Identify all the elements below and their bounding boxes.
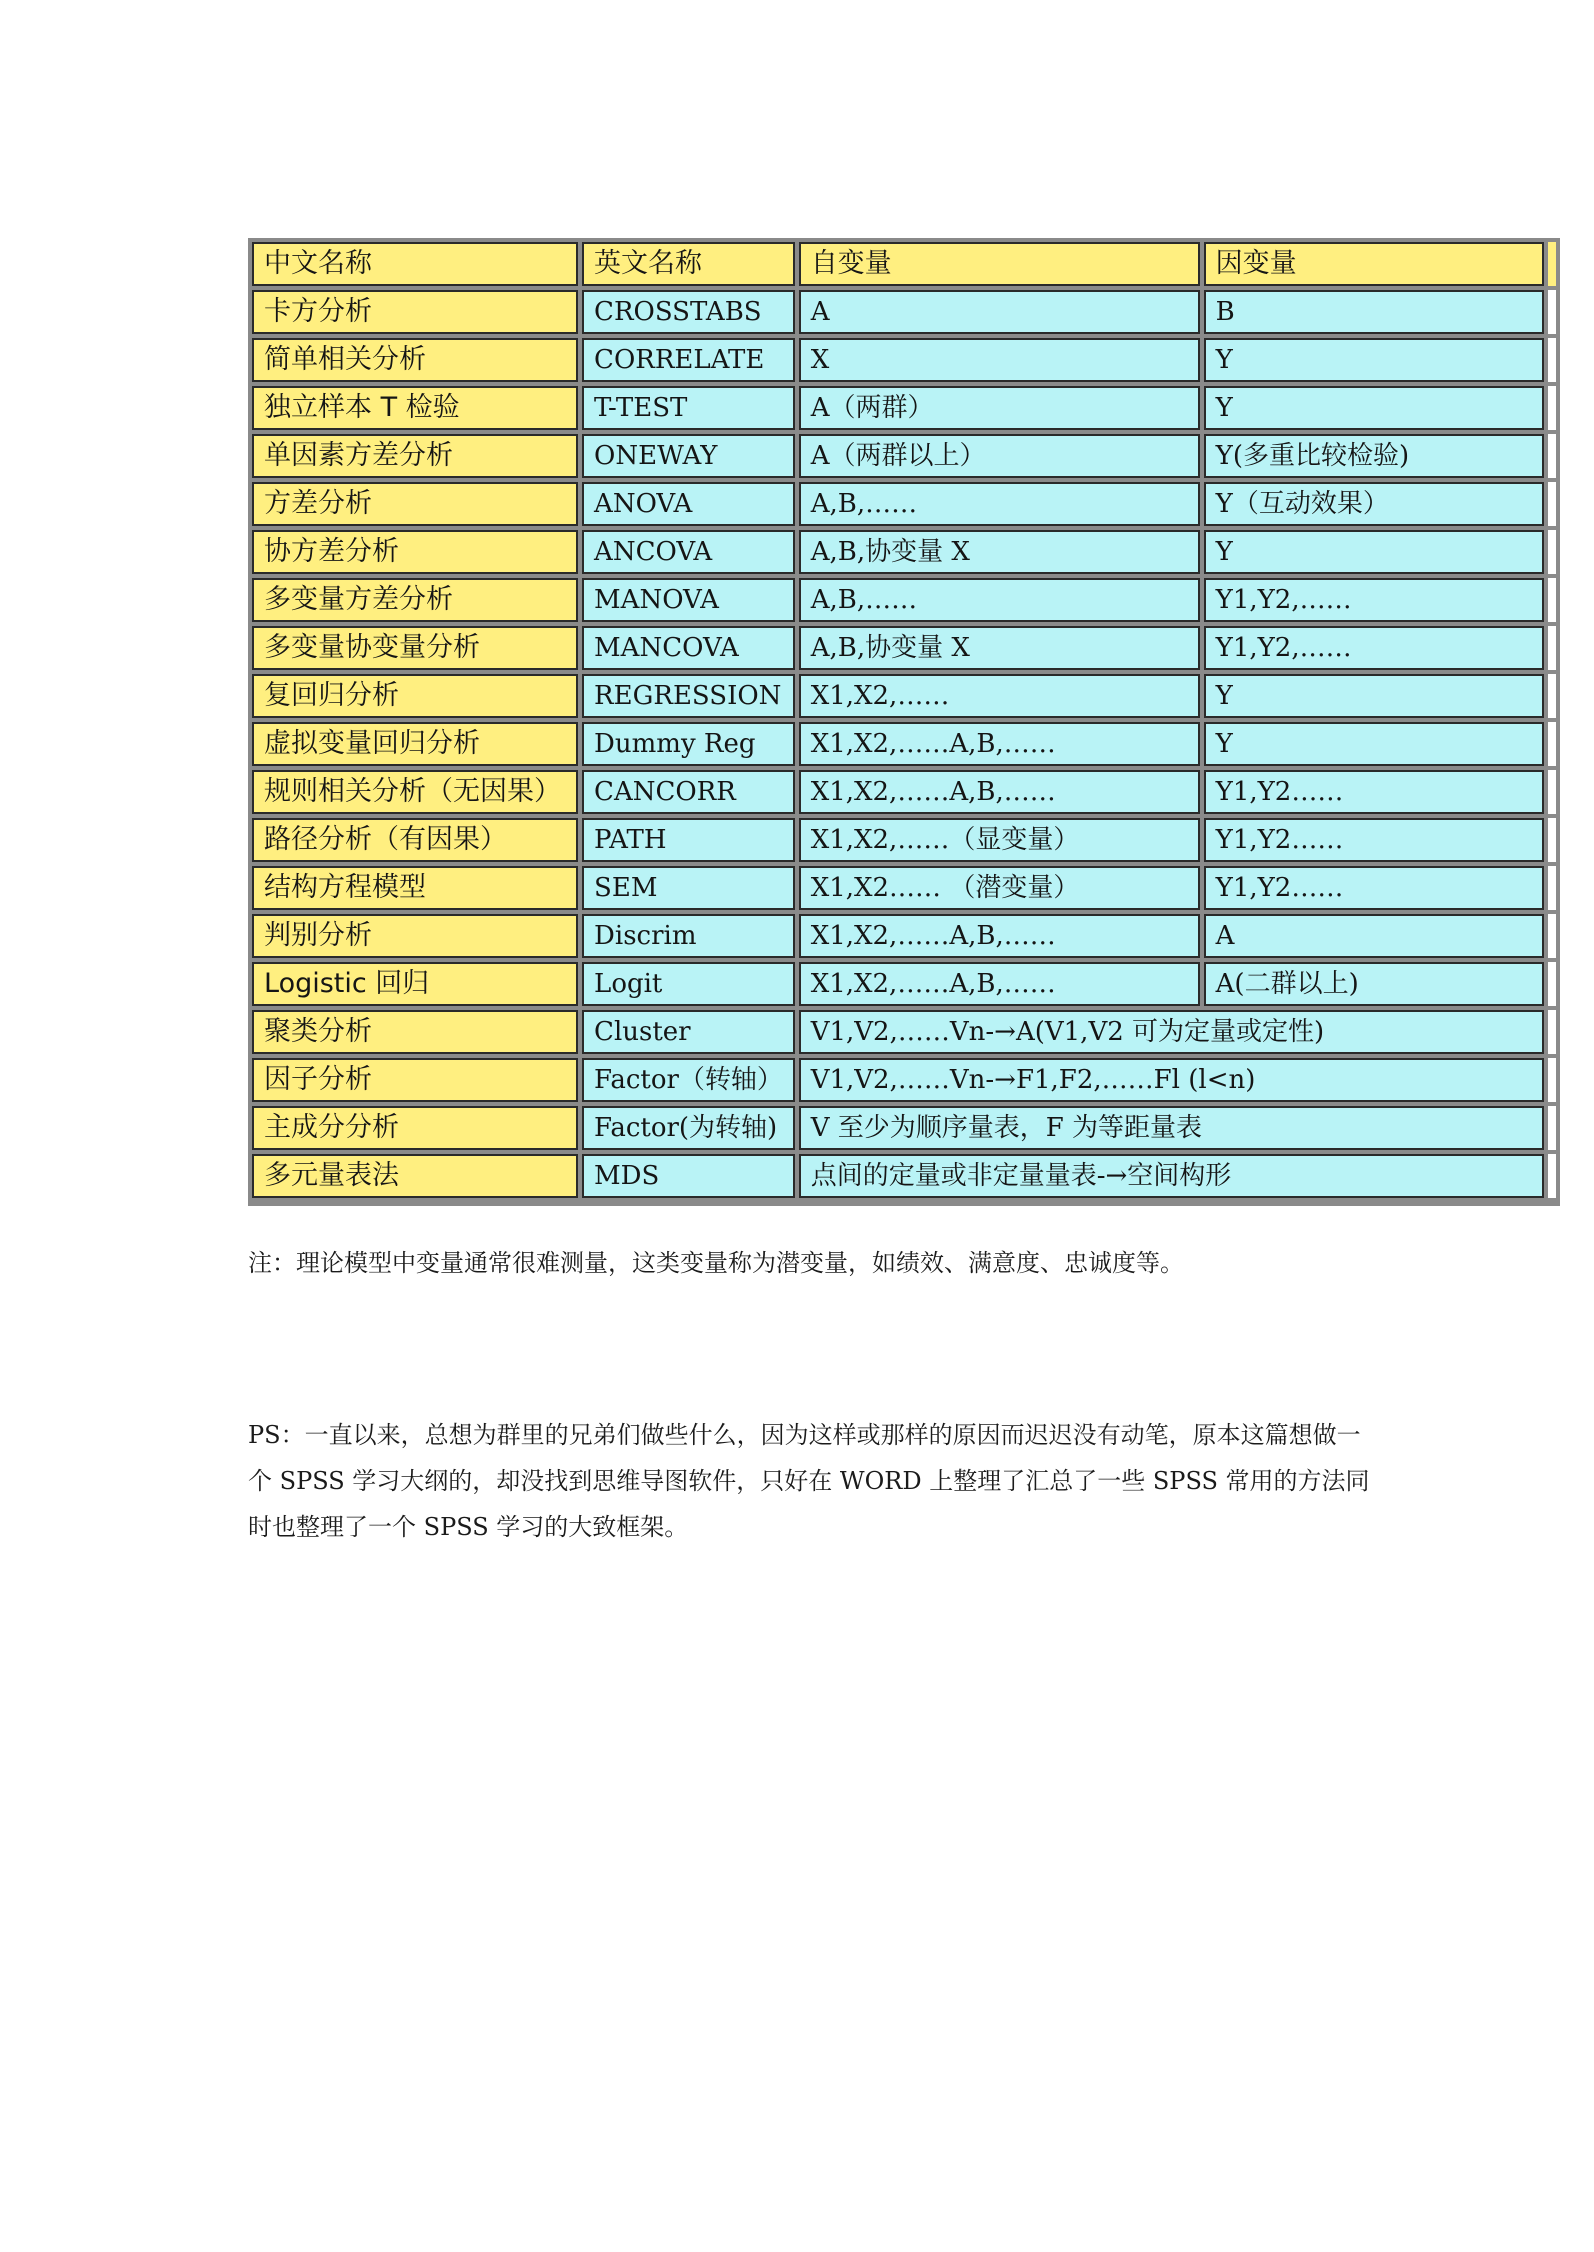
table-edge-cell [1548,338,1556,382]
table-edge-cell [1548,530,1556,574]
method-chinese-name: 多变量协变量分析 [252,626,578,670]
method-english-name: MDS [582,1154,795,1198]
ps-paragraph: PS：一直以来，总想为群里的兄弟们做些什么，因为这样或那样的原因而迟迟没有动笔，原本这篇想做一个 SPSS 学习大纲的，却没找到思维导图软件，只好在 WORD 上整理了汇总了一些 SPSS 常用的方法同时也整理了一个 SPSS 学习的大致框架。 [248,1421,1370,1541]
method-variables-description: V1,V2,……Vn-→F1,F2,……Fl (l<n) [799,1058,1544,1102]
header-independent-variable: 自变量 [799,242,1200,286]
method-dependent-variable: Y [1204,338,1544,382]
method-chinese-name: 规则相关分析（无因果） [252,770,578,814]
table-edge-cell [1548,242,1556,286]
table-row [252,530,1556,574]
method-chinese-name: 多元量表法 [252,1154,578,1198]
table-row [252,1010,1556,1054]
method-english-name: CORRELATE [582,338,795,382]
method-english-name: MANOVA [582,578,795,622]
method-variables-description: V1,V2,……Vn-→A(V1,V2 可为定量或定性) [799,1010,1544,1054]
method-chinese-name: 简单相关分析 [252,338,578,382]
table-row [252,674,1556,718]
methods-table-image [248,238,1560,1206]
method-independent-variable: X1,X2,……A,B,…… [799,770,1200,814]
table-edge-cell [1548,1010,1556,1054]
method-dependent-variable: Y [1204,530,1544,574]
table-row [252,626,1556,670]
method-independent-variable: X1,X2,…… [799,674,1200,718]
method-variables-description: 点间的定量或非定量量表-→空间构形 [799,1154,1544,1198]
table-edge-cell [1548,1106,1556,1150]
table-edge-cell [1548,434,1556,478]
method-independent-variable: X1,X2,……A,B,…… [799,722,1200,766]
method-chinese-name: 单因素方差分析 [252,434,578,478]
method-independent-variable: A,B,协变量 X [799,530,1200,574]
method-english-name: Cluster [582,1010,795,1054]
method-english-name: Logit [582,962,795,1006]
method-chinese-name: 聚类分析 [252,1010,578,1054]
table-row [252,578,1556,622]
table-edge-cell [1548,626,1556,670]
method-dependent-variable: A(二群以上) [1204,962,1544,1006]
table-edge-cell [1548,770,1556,814]
table-edge-cell [1548,722,1556,766]
method-english-name: CANCORR [582,770,795,814]
method-chinese-name: 虚拟变量回归分析 [252,722,578,766]
method-english-name: SEM [582,866,795,910]
method-dependent-variable: A [1204,914,1544,958]
method-chinese-name: 路径分析（有因果） [252,818,578,862]
table-edge-cell [1548,914,1556,958]
method-dependent-variable: Y [1204,674,1544,718]
method-english-name: ONEWAY [582,434,795,478]
method-independent-variable: X [799,338,1200,382]
method-independent-variable: A,B,…… [799,482,1200,526]
method-independent-variable: A,B,协变量 X [799,626,1200,670]
method-chinese-name: 多变量方差分析 [252,578,578,622]
table-row [252,338,1556,382]
header-english-name: 英文名称 [582,242,795,286]
table-row [252,866,1556,910]
method-independent-variable: A,B,…… [799,578,1200,622]
method-independent-variable: X1,X2,……（显变量） [799,818,1200,862]
method-variables-description: V 至少为顺序量表，F 为等距量表 [799,1106,1544,1150]
method-dependent-variable: Y1,Y2…… [1204,818,1544,862]
table-edge-cell [1548,578,1556,622]
header-chinese-name: 中文名称 [252,242,578,286]
method-english-name: REGRESSION [582,674,795,718]
note-paragraph: 注：理论模型中变量通常很难测量，这类变量称为潜变量，如绩效、满意度、忠诚度等。 [248,1249,1184,1277]
method-english-name: PATH [582,818,795,862]
method-chinese-name: 复回归分析 [252,674,578,718]
method-dependent-variable: Y [1204,722,1544,766]
table-row [252,914,1556,958]
table-row [252,434,1556,478]
table-edge-cell [1548,866,1556,910]
table-row [252,1106,1556,1150]
method-dependent-variable: Y1,Y2…… [1204,770,1544,814]
method-chinese-name: 独立样本 T 检验 [252,386,578,430]
method-chinese-name: Logistic 回归 [252,962,578,1006]
method-english-name: Discrim [582,914,795,958]
method-dependent-variable: Y1,Y2,…… [1204,578,1544,622]
table-edge-cell [1548,290,1556,334]
method-dependent-variable: B [1204,290,1544,334]
method-english-name: Factor(为转轴) [582,1106,795,1150]
table-row [252,290,1556,334]
method-dependent-variable: Y1,Y2…… [1204,866,1544,910]
method-chinese-name: 卡方分析 [252,290,578,334]
method-independent-variable: X1,X2,……A,B,…… [799,914,1200,958]
method-chinese-name: 主成分分析 [252,1106,578,1150]
table-row [252,1154,1556,1198]
table-edge-cell [1548,386,1556,430]
table-row [252,482,1556,526]
method-chinese-name: 协方差分析 [252,530,578,574]
method-dependent-variable: Y1,Y2,…… [1204,626,1544,670]
table-row [252,962,1556,1006]
method-english-name: Dummy Reg [582,722,795,766]
method-independent-variable: A（两群） [799,386,1200,430]
table-body [252,242,1556,1198]
table-row [252,770,1556,814]
method-english-name: ANCOVA [582,530,795,574]
method-independent-variable: X1,X2…… （潜变量） [799,866,1200,910]
table-edge-cell [1548,1154,1556,1198]
table-row [252,818,1556,862]
method-dependent-variable: Y [1204,386,1544,430]
method-english-name: MANCOVA [582,626,795,670]
spss-methods-table [248,238,1560,1202]
method-independent-variable: X1,X2,……A,B,…… [799,962,1200,1006]
method-english-name: ANOVA [582,482,795,526]
table-edge-cell [1548,674,1556,718]
method-chinese-name: 结构方程模型 [252,866,578,910]
method-chinese-name: 判别分析 [252,914,578,958]
table-row [252,386,1556,430]
method-english-name: Factor（转轴） [582,1058,795,1102]
method-english-name: T-TEST [582,386,795,430]
method-dependent-variable: Y(多重比较检验) [1204,434,1544,478]
method-independent-variable: A（两群以上） [799,434,1200,478]
method-english-name: CROSSTABS [582,290,795,334]
method-independent-variable: A [799,290,1200,334]
table-edge-cell [1548,962,1556,1006]
method-chinese-name: 因子分析 [252,1058,578,1102]
method-chinese-name: 方差分析 [252,482,578,526]
header-dependent-variable: 因变量 [1204,242,1544,286]
method-dependent-variable: Y（互动效果） [1204,482,1544,526]
table-edge-cell [1548,1058,1556,1102]
table-edge-cell [1548,482,1556,526]
table-row [252,1058,1556,1102]
table-edge-cell [1548,818,1556,862]
table-row [252,722,1556,766]
table-header-row [252,242,1556,286]
